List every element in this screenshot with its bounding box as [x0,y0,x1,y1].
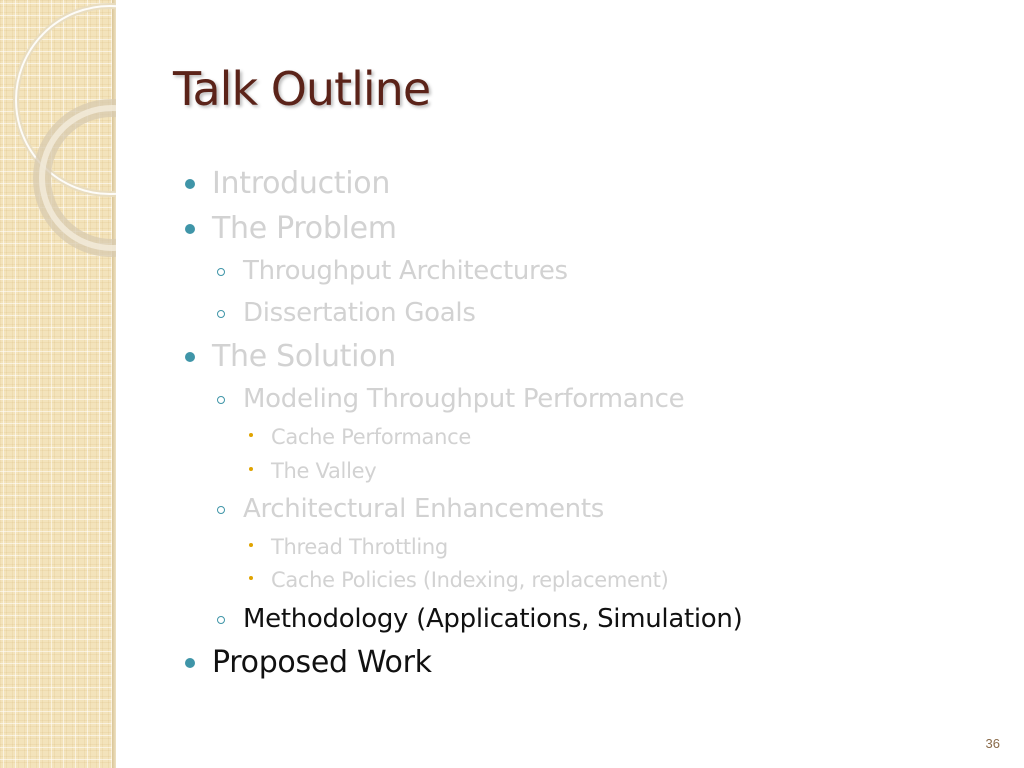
outline-item-text: Modeling Throughput Performance [243,384,685,414]
small-dot-bullet-icon [249,543,253,547]
outline-item-introduction [212,166,390,201]
outline-item-throughput-architectures [243,256,568,286]
outline-item-the-problem [212,211,397,246]
outline-item-thread-throttling [271,535,448,559]
outline-item-text: Proposed Work [212,645,432,680]
outline-item-text: Dissertation Goals [243,298,476,328]
outline-item-the-solution [212,339,396,374]
hollow-circle-bullet-icon [217,506,225,514]
filled-circle-bullet-icon [185,224,195,234]
small-dot-bullet-icon [249,467,253,471]
outline-item-text: Methodology (Applications, Simulation) [243,604,743,634]
outline-item-the-valley [271,459,376,483]
outline-item-text: Throughput Architectures [243,256,568,286]
small-dot-bullet-icon [249,433,253,437]
outline-item-cache-policies [271,568,668,592]
outline-item-architectural-enhancements [243,494,604,524]
outline-item-text: Introduction [212,166,391,201]
slide-title: Talk Outline [173,62,431,116]
outline-item-text: Cache Policies (Indexing, replacement) [271,568,669,592]
outline-item-methodology [243,604,742,634]
outline-item-text: Cache Performance [271,425,471,449]
outline-item-text: Architectural Enhancements [243,494,604,524]
outline-item-text: The Solution [212,339,396,374]
outline-item-modeling-throughput-performance [243,384,684,414]
outline-item-text: Thread Throttling [271,535,448,559]
outline-item-dissertation-goals [243,298,476,328]
hollow-circle-bullet-icon [217,310,225,318]
outline-item-text: The Valley [271,459,377,483]
filled-circle-bullet-icon [185,352,195,362]
hollow-circle-bullet-icon [217,616,225,624]
outline-item-text: The Problem [212,211,397,246]
small-dot-bullet-icon [249,576,253,580]
hollow-circle-bullet-icon [217,268,225,276]
filled-circle-bullet-icon [185,179,195,189]
filled-circle-bullet-icon [185,658,195,668]
outline-item-proposed-work [212,645,432,680]
outline-item-cache-performance [271,425,471,449]
hollow-circle-bullet-icon [217,396,225,404]
slide-page-number: 36 [985,736,1000,751]
